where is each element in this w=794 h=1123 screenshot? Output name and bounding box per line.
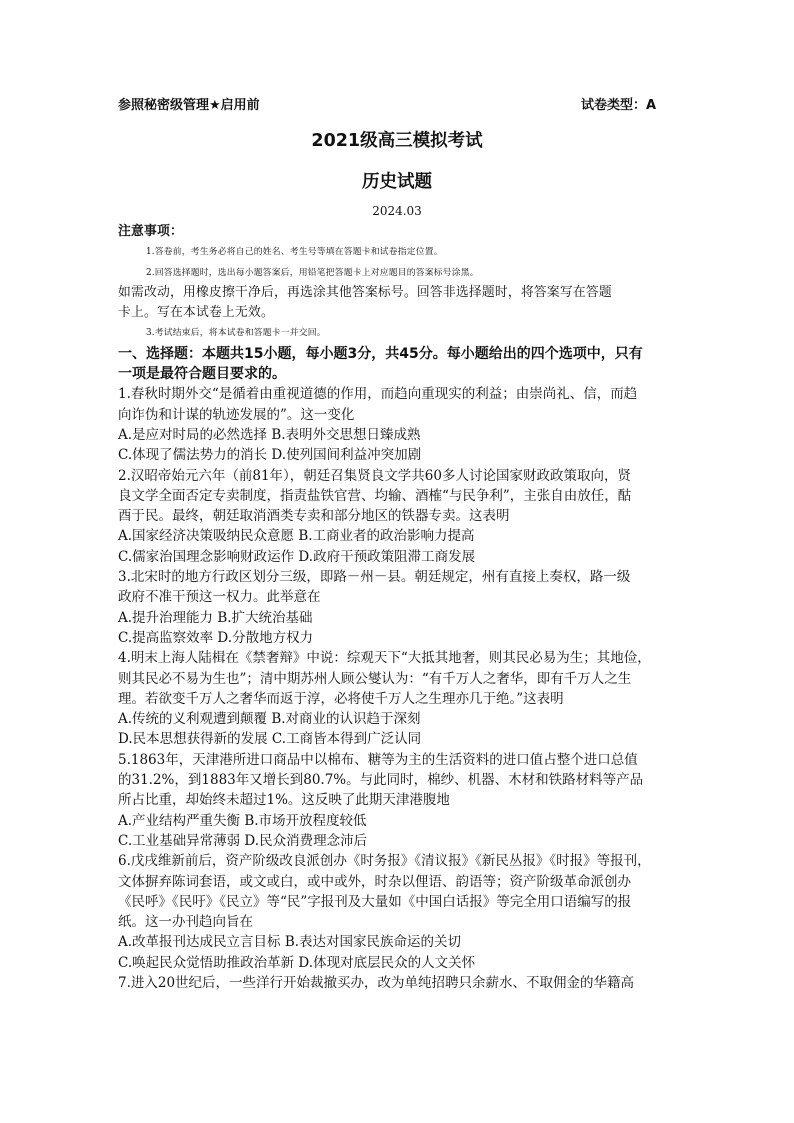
question-line: C.儒家治国理念影响财政运作 D.政府干预政策阻滞工商发展 — [118, 548, 476, 565]
exam-title: 2021级高三模拟考试 — [311, 131, 483, 151]
instruction-line: 如需改动，用橡皮擦干净后，再选涂其他答案标号。回答非选择题时，将答案写在答题 — [118, 284, 612, 300]
question-7 — [118, 973, 678, 993]
question-line: 2.汉昭帝始元六年（前81年），朝廷召集贤良文学共60多人讨论国家财政政策取向，贤 — [118, 467, 631, 484]
question-line: 政府不准干预这一权力。此举意在 — [118, 589, 321, 606]
question-5 — [118, 750, 678, 851]
instruction-line: 3.考试结束后，将本试卷和答题卡一并交回。 — [146, 328, 326, 339]
instructions-heading: 注意事项： — [118, 224, 183, 239]
question-line: 1.春秋时期外交“是循着由重视道德的作用，而趋向重现实的利益；由崇尚礼、信，而趋 — [118, 386, 638, 403]
question-line: 4.明末上海人陆楫在《禁奢辩》中说：综观天下“大抵其地奢，则其民必易为生；其地俭， — [118, 650, 651, 667]
question-line: 所占比重，却始终未超过1%。这反映了此期天津港腹地 — [118, 792, 450, 809]
section-heading-line: 一、选择题：本题共15小题，每小题3分，共45分。每小题给出的四个选项中，只有 — [118, 345, 643, 362]
instructions — [118, 222, 678, 344]
confidentiality-label: 参照秘密级管理★启用前 — [118, 98, 260, 113]
question-line: 理。若欲变千万人之奢华而返于淳，必将使千万人之生理亦几于绝。”这表明 — [118, 690, 564, 707]
question-line: C.唤起民众觉悟助推政治革新 D.体现对底层民众的人文关怀 — [118, 954, 476, 971]
subject-title: 历史试题 — [362, 172, 432, 192]
question-line: 的31.2%，到1883年又增长到80.7%。与此同时，棉纱、机器、木材和铁路材料等产品 — [118, 772, 644, 789]
exam-body — [118, 222, 678, 993]
question-line: 则其民必不易为生也”；清中期苏州人顾公燮认为：“有千万人之奢华，即有千万人之生 — [118, 670, 632, 687]
question-line: A.改革报刊达成民立言目标 B.表达对国家民族命运的关切 — [118, 934, 462, 951]
question-line: 文体摒弃陈词套语，或文或白，或中或外，时杂以俚语、韵语等；资产阶级革命派创办 — [118, 873, 631, 890]
question-line: C.体现了儒法势力的消长 D.使列国间利益冲突加剧 — [118, 447, 422, 464]
question-line: C.工业基础异常薄弱 D.民众消费理念沛后 — [118, 832, 368, 849]
question-line: 7.进入20世纪后，一些洋行开始裁撤买办，改为单纯招聘只余薪水、不取佣金的华籍高 — [118, 974, 635, 991]
question-line: 6.戊戌维新前后，资产阶级改良派创办《时务报》《清议报》《新民丛报》《时报》等报刊， — [118, 853, 651, 870]
instruction-line: 1.答卷前，考生务必将自己的姓名、考生号等填在答题卡和试卷指定位置。 — [146, 247, 443, 258]
question-line: A.产业结构严重失衡 B.市场开放程度较低 — [118, 812, 367, 829]
header-row — [118, 94, 676, 116]
question-line: 良文学全面否定专卖制度，指责盐铁官营、均输、酒榷“与民争利”，主张自由放任，酤 — [118, 487, 632, 504]
question-line: A.是应对时局的必然选择 B.表明外交思想日臻成熟 — [118, 426, 421, 443]
question-line: A.传统的义利观遭到颠覆 B.对商业的认识趋于深刻 — [118, 711, 421, 728]
section-heading — [118, 344, 678, 385]
question-2 — [118, 466, 678, 567]
question-line: 3.北宋时的地方行政区划分三级，即路－州－县。朝廷规定，州有直接上奏权，路一级 — [118, 569, 631, 586]
instruction-line: 卡上。写在本试卷上无效。 — [118, 305, 274, 321]
question-list — [118, 384, 678, 993]
section-heading-line: 一项是最符合题目要求的。 — [118, 366, 286, 383]
question-line: 《民呼》《民吁》《民立》等“民”字报刊及大量如《中国白话报》等完全用口语编写的报 — [118, 893, 632, 910]
question-6 — [118, 851, 678, 973]
question-4 — [118, 648, 678, 749]
exam-date: 2024.03 — [372, 204, 422, 218]
question-line: 纸。这一办刊趋向旨在 — [118, 914, 253, 931]
instruction-line: 2.回答选择题时，选出每小题答案后，用铅笔把答题卡上对应题目的答案标号涂黑。 — [146, 267, 479, 278]
paper-type-label: 试卷类型：A — [580, 98, 656, 113]
question-line: 酉于民。最终，朝廷取消酒类专卖和部分地区的铁器专卖。这表明 — [118, 508, 510, 525]
question-line: 5.1863年，天津港所进口商品中以棉布、糖等为主的生活资料的进口值占整个进口总值 — [118, 751, 638, 768]
question-line: A.国家经济决策吸纳民众意愿 B.工商业者的政治影响力提高 — [118, 528, 475, 545]
question-3 — [118, 567, 678, 648]
question-1 — [118, 384, 678, 465]
question-line: 向诈伪和计谋的轨迹发展的”。这一变化 — [118, 406, 355, 423]
question-line: D.民本思想获得新的发展 C.工商皆本得到广泛认同 — [118, 731, 422, 748]
question-line: C.提高监察效率 D.分散地方权力 — [118, 629, 314, 646]
question-line: A.提升治理能力 B.扩大统治基础 — [118, 609, 313, 626]
